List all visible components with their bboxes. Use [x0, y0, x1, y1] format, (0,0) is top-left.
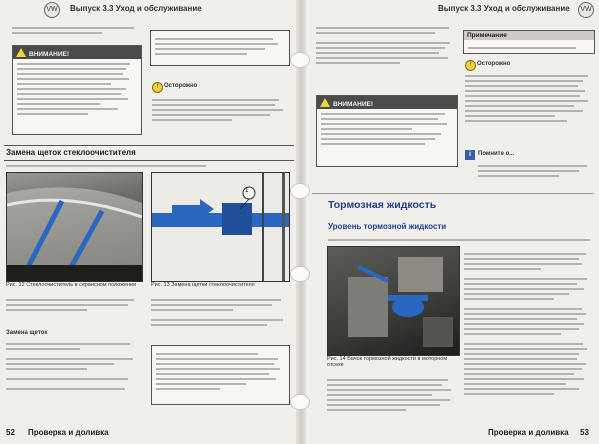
section-intro [6, 162, 206, 170]
warning-heading: ВНИМАНИЕ! [13, 46, 141, 59]
warning-box [12, 45, 142, 135]
figure-12-caption: Рис. 12 Стеклоочиститель в сервисном положении [6, 282, 137, 288]
windshield-wiper-illustration [7, 173, 142, 281]
brake-fluid-intro [328, 236, 590, 244]
note-box [150, 30, 290, 66]
binding-hole [290, 183, 310, 199]
right-footer: Проверка и доливка [488, 428, 569, 437]
figure-14-text [327, 376, 458, 414]
figure-13-caption: Рис. 13 Замена щетки стеклоочистителя [151, 282, 255, 288]
section-title: Замена щеток стеклоочистителя [6, 148, 136, 157]
caution-icon: ! [152, 82, 163, 93]
right-intro-text [316, 24, 456, 67]
right-warning-box [316, 95, 458, 167]
engine-bay-illustration [328, 247, 459, 355]
right-column-text [151, 296, 288, 329]
figure-12-image [6, 172, 143, 282]
env-text [478, 162, 593, 180]
binding-hole [290, 266, 310, 282]
wiper-blade-illustration [152, 173, 289, 281]
left-column-text [6, 296, 141, 314]
right-header: Выпуск 3.3 Уход и обслуживание [438, 4, 570, 13]
brand-logo-icon: VW [44, 2, 60, 18]
env-heading: Помните о... [478, 151, 515, 157]
caution-text [152, 96, 286, 124]
subsection-title: Замена щеток [6, 330, 48, 336]
figure-14-image [327, 246, 460, 356]
right-caution-heading: Осторожно [477, 61, 511, 67]
binding-hole [290, 52, 310, 68]
figure-13-image [151, 172, 290, 282]
right-note-box [463, 30, 595, 54]
environment-icon: i [465, 150, 475, 160]
tip-box [151, 345, 290, 405]
brand-logo-icon: VW [578, 2, 594, 18]
section-divider [4, 145, 294, 146]
right-warning-heading: ВНИМАНИЕ! [317, 96, 457, 109]
right-note-heading: Примечание [464, 31, 594, 40]
figure-14-caption: Рис. 14 Бачок тормозной жидкости в моторном отсеке [327, 356, 448, 368]
left-footer: Проверка и доливка [28, 428, 109, 437]
section-divider-bottom [4, 160, 294, 161]
replacement-steps [6, 340, 141, 393]
left-header: Выпуск 3.3 Уход и обслуживание [70, 4, 202, 13]
right-page-number: 53 [580, 428, 589, 437]
right-divider [312, 193, 594, 194]
binding-hole [290, 394, 310, 410]
brake-fluid-text [464, 250, 592, 398]
brake-fluid-title: Тормозная жидкость [328, 199, 437, 211]
callout-number: 1 [245, 188, 249, 194]
caution-icon: ! [465, 60, 476, 71]
intro-text [12, 24, 140, 37]
brake-fluid-subtitle: Уровень тормозной жидкости [328, 222, 447, 231]
left-page-number: 52 [6, 428, 15, 437]
right-caution-text [465, 72, 593, 125]
caution-heading: Осторожно [164, 83, 198, 89]
